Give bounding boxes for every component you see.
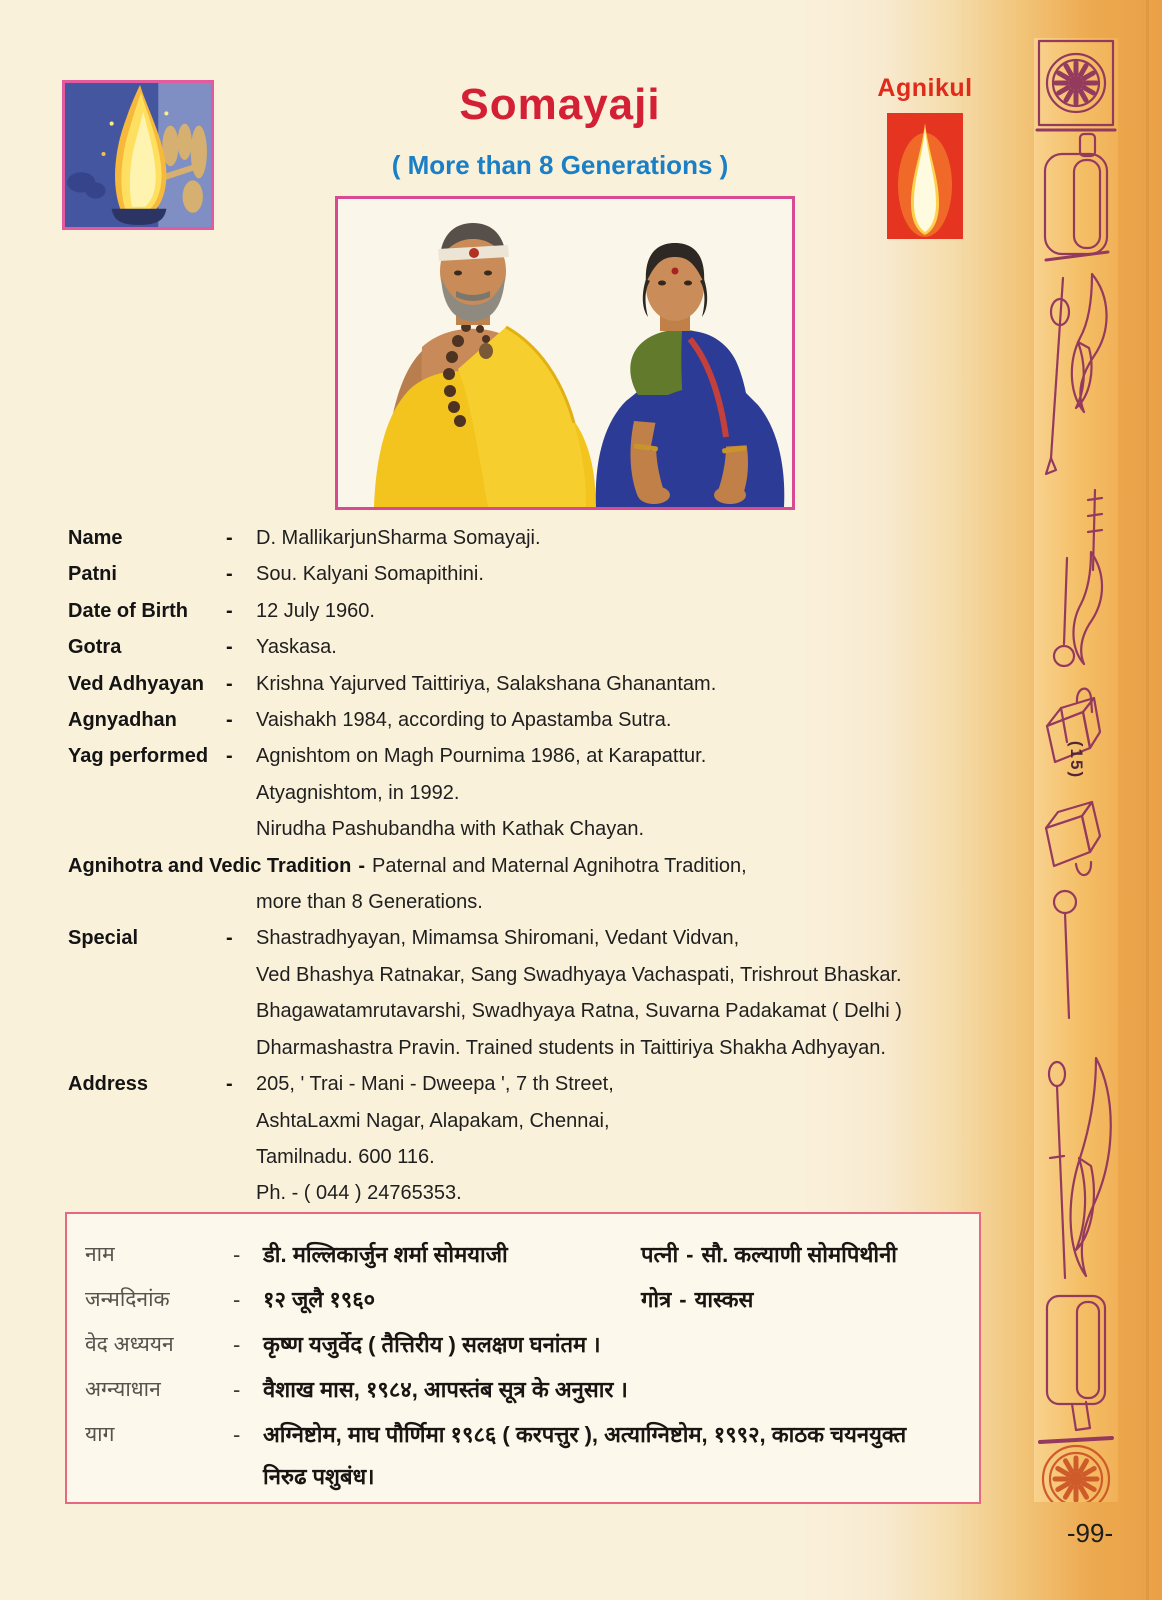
hindi-dash: - bbox=[233, 1377, 241, 1402]
spoon-rod-icon bbox=[1054, 552, 1102, 666]
detail-dash: - bbox=[226, 636, 233, 659]
hindi-value: कृष्ण यजुर्वेद ( तैत्तिरीय ) सलक्षण घनांतम । bbox=[263, 1332, 601, 1357]
hindi-dash: - bbox=[686, 1242, 694, 1267]
detail-value-line: Tamilnadu. 600 116. bbox=[256, 1145, 435, 1168]
hindi-info-box bbox=[65, 1212, 981, 1504]
hindi-row-janmadinank bbox=[85, 1277, 979, 1322]
detail-dash: - bbox=[226, 563, 233, 586]
detail-value-line: Nirudha Pashubandha with Kathak Chayan. bbox=[256, 818, 645, 841]
detail-value-line: Shastradhyayan, Mimamsa Shiromani, Vedant Vidvan, bbox=[256, 927, 740, 950]
detail-label: Gotra bbox=[68, 636, 122, 659]
strip-number-label: (15) bbox=[1067, 740, 1086, 780]
detail-dash: - bbox=[226, 927, 233, 950]
detail-label: Ved Adhyayan bbox=[68, 672, 204, 695]
detail-row-name bbox=[68, 520, 1018, 556]
detail-label: Special bbox=[68, 927, 139, 950]
title-block bbox=[290, 80, 830, 181]
hindi-value: डी. मल्लिकार्जुन शर्मा सोमयाजी bbox=[263, 1242, 508, 1267]
detail-label: Agnyadhan bbox=[68, 709, 177, 732]
yajna-fire-photo bbox=[62, 80, 214, 230]
agnikul-label: Agnikul bbox=[877, 74, 973, 102]
detail-value-line: Ph. - ( 044 ) 24765353. bbox=[256, 1182, 462, 1205]
detail-value-line: AshtaLaxmi Nagar, Alapakam, Chennai, bbox=[256, 1109, 610, 1132]
hindi-row-ved-adhyayan bbox=[85, 1322, 979, 1367]
detail-value: Sou. Kalyani Somapithini. bbox=[256, 563, 484, 586]
detail-value bbox=[256, 920, 1018, 1066]
hindi-label: अग्न्याधान bbox=[85, 1378, 161, 1401]
soma-vessel-icon bbox=[1046, 802, 1100, 875]
detail-row-ved-adhyayan bbox=[68, 666, 1018, 702]
detail-dash: - bbox=[226, 599, 233, 622]
ukha-pot-icon bbox=[1047, 1296, 1105, 1430]
detail-value bbox=[256, 1066, 1018, 1212]
detail-label: Address bbox=[68, 1073, 149, 1096]
ring-rod-icon bbox=[1054, 891, 1076, 1018]
detail-dash: - bbox=[226, 1073, 233, 1096]
detail-label: Yag performed bbox=[68, 745, 209, 768]
detail-value: Vaishakh 1984, according to Apastamba Sutra. bbox=[256, 709, 672, 732]
details-list bbox=[68, 520, 1018, 1212]
detail-label: Patni bbox=[68, 563, 117, 586]
page-subtitle: ( More than 8 Generations ) bbox=[391, 150, 729, 180]
hindi-dash: - bbox=[233, 1332, 241, 1357]
hindi-right-value: सौ. कल्याणी सोमपिथीनी bbox=[701, 1242, 898, 1267]
hindi-dash: - bbox=[233, 1287, 241, 1312]
detail-dash: - bbox=[226, 672, 233, 695]
water-pot-icon bbox=[1045, 134, 1108, 260]
hindi-right-column bbox=[641, 1232, 897, 1277]
hindi-label: जन्मदिनांक bbox=[85, 1288, 170, 1311]
hindi-value-continuation: निरुढ पशुबंध। bbox=[263, 1464, 375, 1489]
flame-icon bbox=[887, 113, 963, 239]
hindi-value: वैशाख मास, १९८४, आपस्तंब सूत्र के अनुसार । bbox=[263, 1377, 628, 1402]
hindi-right-column bbox=[641, 1277, 753, 1322]
detail-value-line: 205, ' Trai - Mani - Dweepa ', 7 th Street, bbox=[256, 1073, 614, 1096]
detail-dash: - bbox=[226, 527, 233, 549]
agnikul-flame-box bbox=[887, 113, 963, 239]
detail-row-agnihotra-tradition bbox=[68, 848, 1018, 921]
page-number: -99- bbox=[1066, 1518, 1114, 1548]
sruk-spoon-icon bbox=[1049, 1058, 1111, 1278]
detail-value: 12 July 1960. bbox=[256, 599, 375, 622]
somayaji-couple-photo bbox=[335, 196, 795, 510]
hindi-right-label: पत्नी bbox=[641, 1242, 679, 1267]
hindi-right-value: यास्कस bbox=[694, 1287, 754, 1312]
hindi-label: नाम bbox=[85, 1243, 115, 1266]
detail-value: Krishna Yajurved Taittiriya, Salakshana Ghanantam. bbox=[256, 672, 717, 695]
detail-row-yag-performed bbox=[68, 738, 1018, 847]
detail-value: Yaskasa. bbox=[256, 636, 337, 659]
detail-row-special bbox=[68, 920, 1018, 1066]
detail-value bbox=[256, 738, 1018, 847]
detail-value-line: Paternal and Maternal Agnihotra Tradition, bbox=[372, 854, 747, 877]
detail-value-line: more than 8 Generations. bbox=[256, 891, 483, 914]
detail-dash: - bbox=[226, 709, 233, 732]
divider-line bbox=[1040, 1438, 1112, 1442]
yajna-fire-illustration bbox=[65, 83, 211, 227]
chariot-wheel-icon bbox=[1043, 1446, 1109, 1502]
page-edge-shadow bbox=[1146, 0, 1149, 1600]
hindi-row-yag bbox=[85, 1412, 979, 1457]
detail-row-gotra bbox=[68, 629, 1018, 665]
hindi-label: याग bbox=[85, 1423, 115, 1446]
hindi-right-label: गोत्र bbox=[641, 1287, 672, 1312]
couple-illustration bbox=[338, 199, 792, 507]
detail-dash: - bbox=[226, 745, 233, 768]
hindi-dash: - bbox=[233, 1422, 241, 1447]
hindi-value: अग्निष्टोम, माघ पौर्णिमा १९८६ ( करपत्तुर ), अत्याग्निष्टोम, १९९२, काठक चयनयुक्त bbox=[263, 1422, 907, 1447]
detail-value-line: Atyagnishtom, in 1992. bbox=[256, 781, 460, 804]
hindi-row-naam bbox=[85, 1232, 979, 1277]
detail-row-agnyadhan bbox=[68, 702, 1018, 738]
detail-dash: - bbox=[358, 854, 366, 877]
detail-value-line: Agnishtom on Magh Pournima 1986, at Karapattur. bbox=[256, 745, 707, 768]
detail-value: D. MallikarjunSharma Somayaji. bbox=[256, 527, 541, 549]
detail-value-line: Dharmashastra Pravin. Trained students in Taittiriya Shakha Adhyayan. bbox=[256, 1036, 886, 1059]
detail-label: Name bbox=[68, 527, 123, 549]
detail-row-address bbox=[68, 1066, 1018, 1212]
ladle-leaf-icon bbox=[1046, 274, 1107, 474]
detail-label: Date of Birth bbox=[68, 599, 188, 622]
detail-value-line: Ved Bhashya Ratnakar, Sang Swadhyaya Vachaspati, Trishrout Bhaskar. bbox=[256, 963, 902, 986]
hindi-row-agnyadhan bbox=[85, 1367, 979, 1412]
detail-row-patni bbox=[68, 556, 1018, 592]
detail-row-dob bbox=[68, 593, 1018, 629]
hindi-dash: - bbox=[679, 1287, 687, 1312]
agnikul-block bbox=[860, 74, 990, 239]
detail-value-line: Bhagawatamrutavarshi, Swadhyaya Ratna, Suvarna Padakamat ( Delhi ) bbox=[256, 1000, 902, 1023]
detail-label: Agnihotra and Vedic Tradition bbox=[68, 854, 352, 877]
detail-wide-line bbox=[68, 848, 1018, 884]
chariot-wheel-icon bbox=[1037, 41, 1115, 130]
page-title: Somayaji bbox=[459, 80, 661, 129]
hindi-value: १२ जूलै १९६० bbox=[263, 1287, 376, 1312]
hindi-dash: - bbox=[233, 1242, 241, 1267]
hindi-label: वेद अध्ययन bbox=[85, 1333, 174, 1356]
